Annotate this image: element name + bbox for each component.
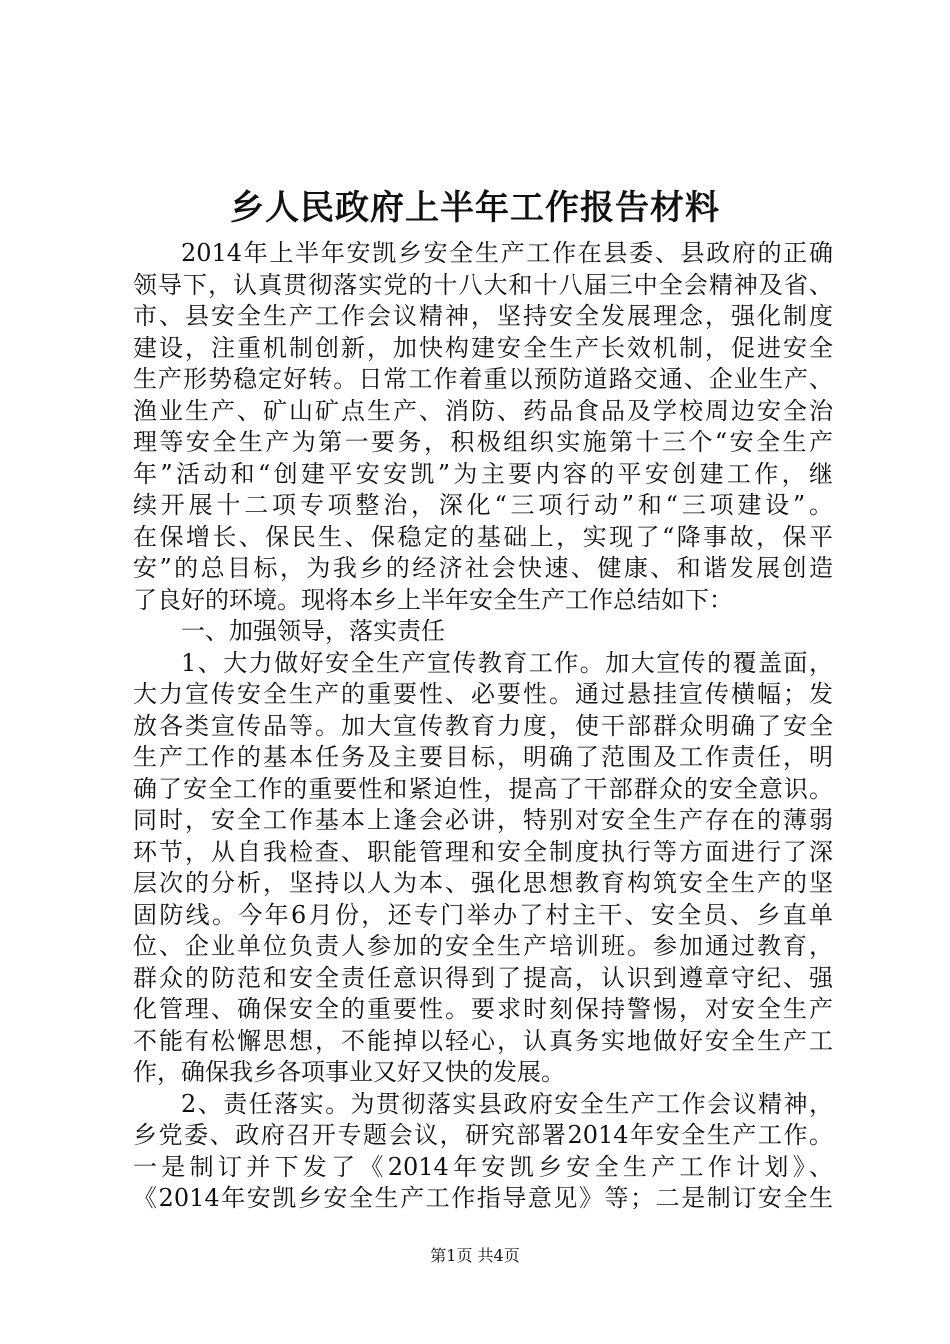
paragraph-line: 固防线。今年6月份，还专门举办了村主干、安全员、乡直单: [133, 900, 833, 929]
paragraph-line: 环节，从自我检查、职能管理和安全制度执行等方面进行了深: [133, 837, 833, 866]
paragraph-line: 一是制订并下发了《2014年安凯乡安全生产工作计划》、: [133, 1152, 833, 1181]
paragraph-line: 《2014年安凯乡安全生产工作指导意见》等；二是制订安全生: [133, 1184, 833, 1212]
page-number: 第1页 共4页: [430, 1246, 520, 1265]
paragraph-line: 2014年上半年安凯乡安全生产工作在县委、县政府的正确: [181, 239, 833, 267]
paragraph-line: 2、责任落实。为贯彻落实县政府安全生产工作会议精神，: [181, 1089, 833, 1118]
paragraph-line: 理等安全生产为第一要务，积极组织实施第十三个“安全生产: [133, 428, 833, 456]
paragraph-line: 同时，安全工作基本上逢会必讲，特别对安全生产存在的薄弱: [133, 806, 833, 834]
paragraph-line: 位、企业单位负责人参加的安全生产培训班。参加通过教育，: [133, 932, 833, 960]
paragraph-line: 续开展十二项专项整治，深化“三项行动”和“三项建设”。: [133, 491, 833, 519]
paragraph-line: 在保增长、保民生、保稳定的基础上，实现了“降事故，保平: [133, 522, 833, 551]
paragraph-line: 化管理、确保安全的重要性。要求时刻保持警惕，对安全生产: [133, 995, 833, 1023]
paragraph-line: 渔业生产、矿山矿点生产、消防、药品食品及学校周边安全治: [133, 396, 833, 425]
paragraph-line: 建设，注重机制创新，加快构建安全生产长效机制，促进安全: [133, 333, 833, 362]
paragraph-line: 作，确保我乡各项事业又好又快的发展。: [133, 1058, 565, 1086]
paragraph-line: 年”活动和“创建平安安凯”为主要内容的平安创建工作，继: [133, 459, 833, 488]
paragraph-line: 放各类宣传品等。加大宣传教育力度，使干部群众明确了安全: [133, 711, 833, 740]
paragraph-line: 安”的总目标，为我乡的经济社会快速、健康、和谐发展创造: [133, 554, 833, 582]
paragraph-line: 领导下，认真贯彻落实党的十八大和十八届三中全会精神及省、: [133, 270, 833, 299]
paragraph-line: 群众的防范和安全责任意识得到了提高，认识到遵章守纪、强: [133, 963, 833, 992]
document-body: [133, 238, 833, 1215]
paragraph-line: 市、县安全生产工作会议精神，坚持安全发展理念，强化制度: [133, 302, 833, 330]
paragraph-line: 确了安全工作的重要性和紧迫性，提高了干部群众的安全意识。: [133, 774, 833, 803]
paragraph-line: 生产工作的基本任务及主要目标，明确了范围及工作责任，明: [133, 743, 833, 771]
paragraph-line: 了良好的环境。现将本乡上半年安全生产工作总结如下：: [133, 585, 733, 614]
paragraph-line: 生产形势稳定好转。日常工作着重以预防道路交通、企业生产、: [133, 365, 833, 393]
paragraph-line: 层次的分析，坚持以人为本、强化思想教育构筑安全生产的坚: [133, 869, 833, 897]
paragraph-line: 大力宣传安全生产的重要性、必要性。通过悬挂宣传横幅；发: [133, 680, 833, 708]
document-title: 乡人民政府上半年工作报告材料: [230, 188, 720, 228]
paragraph-line: 乡党委、政府召开专题会议，研究部署2014年安全生产工作。: [133, 1121, 833, 1149]
paragraph-line: 1、大力做好安全生产宣传教育工作。加大宣传的覆盖面，: [181, 648, 833, 677]
paragraph-line: 不能有松懈思想，不能掉以轻心，认真务实地做好安全生产工: [133, 1026, 833, 1055]
section-heading: 一、加强领导，落实责任: [181, 617, 445, 645]
